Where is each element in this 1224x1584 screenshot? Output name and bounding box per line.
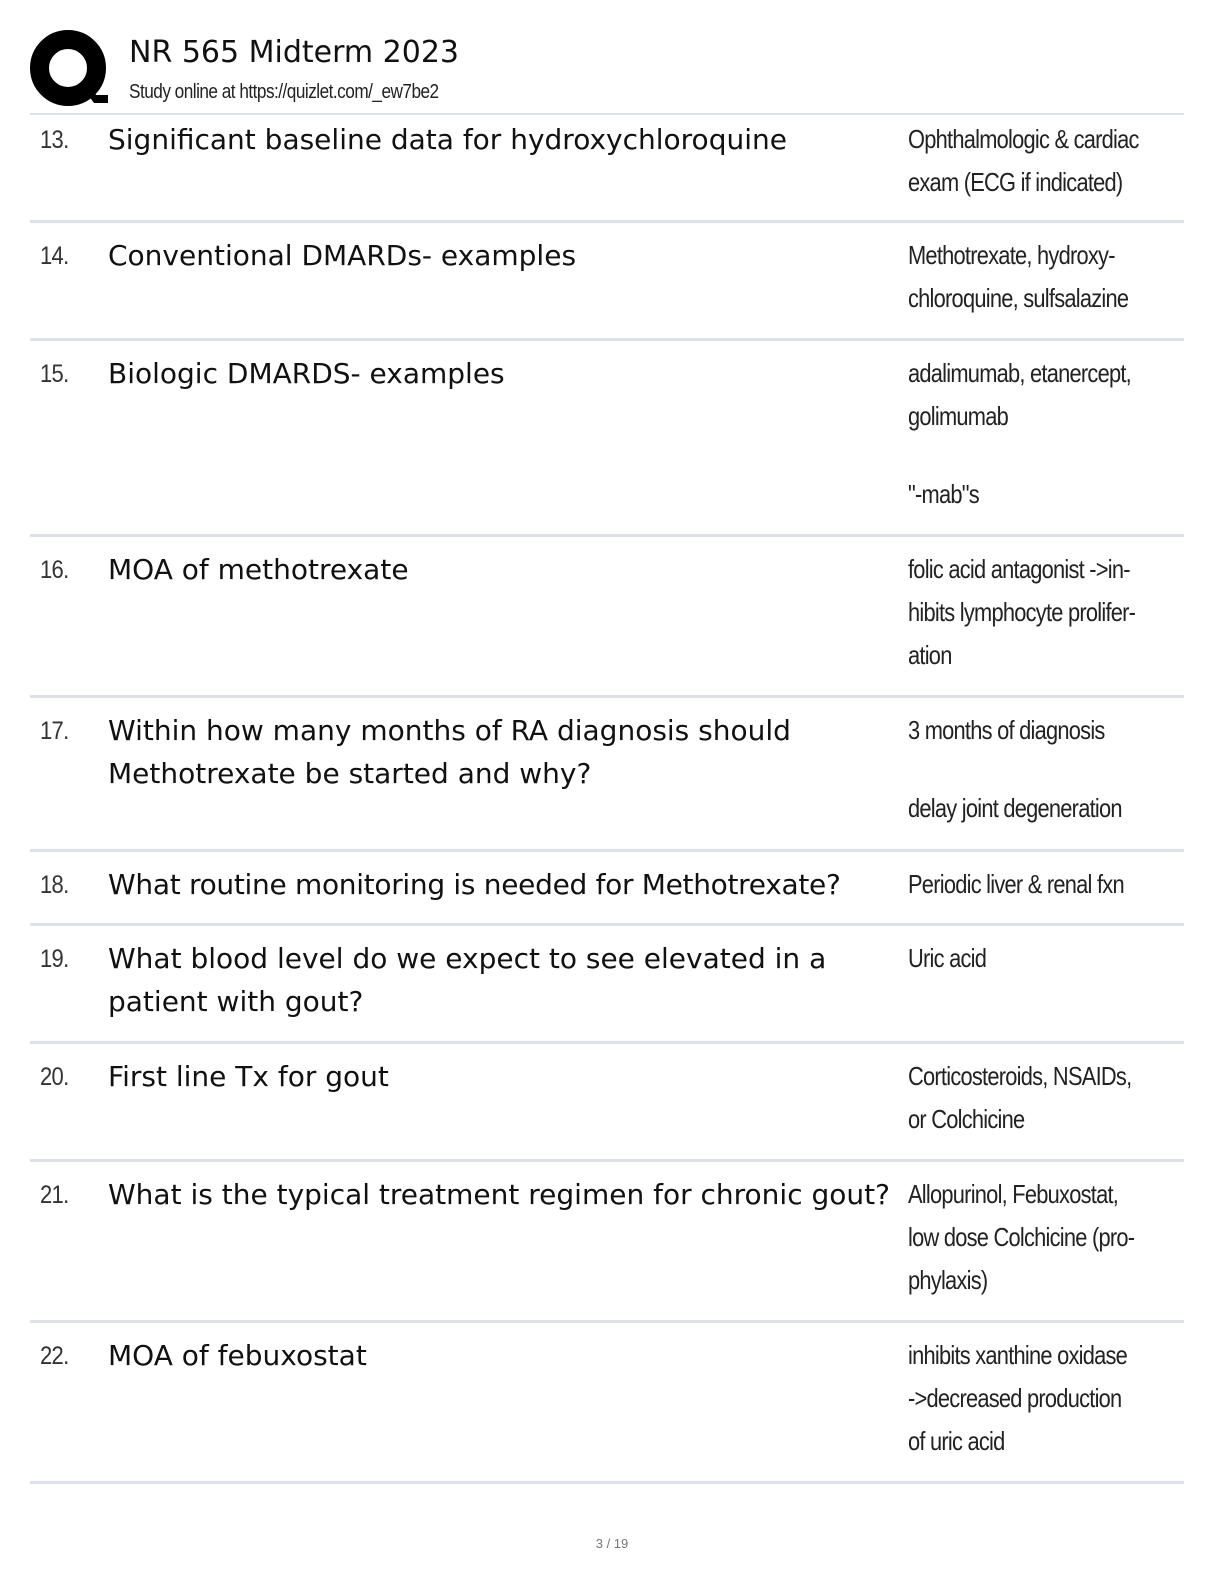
card-number: 13. — [40, 126, 69, 154]
card-term: MOA of methotrexate — [108, 553, 409, 586]
definition-line: of uric acid — [908, 1426, 1005, 1456]
card-definition — [908, 1334, 1194, 1463]
card-term: First line Tx for gout — [108, 1060, 389, 1093]
flashcard-row — [30, 698, 1184, 852]
definition-line: phylaxis) — [908, 1265, 988, 1295]
flashcard-row — [30, 1323, 1184, 1484]
card-number: 15. — [40, 360, 69, 388]
flashcard-list — [30, 113, 1184, 1484]
card-number: 19. — [40, 945, 69, 973]
card-term: Conventional DMARDs- examples — [108, 239, 577, 272]
card-definition — [908, 548, 1194, 677]
card-definition — [908, 118, 1194, 204]
card-number: 14. — [40, 242, 69, 270]
definition-line: or Colchicine — [908, 1104, 1025, 1134]
flashcard-row — [30, 341, 1184, 537]
definition-line: hibits lymphocyte prolifer- — [908, 597, 1136, 627]
definition-line: chloroquine, sulfsalazine — [908, 283, 1129, 313]
card-number: 17. — [40, 717, 69, 745]
definition-line: Methotrexate, hydroxy- — [908, 240, 1115, 270]
flashcard-row — [30, 1162, 1184, 1323]
definition-line: Allopurinol, Febuxostat, — [908, 1179, 1119, 1209]
definition-line: delay joint degeneration — [908, 793, 1122, 823]
card-term: What blood level do we expect to see elevated in a patient with gout? — [108, 942, 827, 1018]
card-number: 16. — [40, 556, 69, 584]
flashcard-row — [30, 537, 1184, 698]
card-term: MOA of febuxostat — [108, 1339, 367, 1372]
flashcard-row — [30, 1044, 1184, 1162]
quizlet-logo-icon — [30, 30, 110, 110]
card-definition — [908, 352, 1194, 516]
flashcard-row — [30, 926, 1184, 1044]
card-definition — [908, 1055, 1194, 1141]
definition-line: Uric acid — [908, 943, 987, 973]
card-definition — [908, 1173, 1194, 1302]
card-definition — [908, 863, 1194, 906]
deck-title: NR 565 Midterm 2023 — [129, 35, 460, 70]
card-number: 20. — [40, 1063, 69, 1091]
definition-line: golimumab — [908, 401, 1009, 431]
definition-gap — [908, 438, 1194, 473]
card-number: 21. — [40, 1181, 69, 1209]
definition-line: inhibits xanthine oxidase — [908, 1340, 1128, 1370]
flashcard-row — [30, 115, 1184, 223]
definition-line: ation — [908, 640, 952, 670]
definition-gap — [908, 752, 1194, 787]
definition-line: Ophthalmologic & cardiac — [908, 124, 1139, 154]
definition-line: low dose Colchicine (pro- — [908, 1222, 1135, 1252]
flashcard-row — [30, 852, 1184, 926]
flashcard-row — [30, 223, 1184, 341]
card-term: What is the typical treatment regimen for chronic gout? — [108, 1178, 890, 1211]
card-number: 18. — [40, 871, 69, 899]
card-term: Biologic DMARDS- examples — [108, 357, 505, 390]
definition-line: adalimumab, etanercept, — [908, 358, 1131, 388]
definition-line: exam (ECG if indicated) — [908, 167, 1123, 197]
card-definition — [908, 709, 1194, 830]
definition-line: folic acid antagonist ->in- — [908, 554, 1130, 584]
page-number: 3 / 19 — [595, 1536, 629, 1551]
card-term: Within how many months of RA diagnosis should Methotrexate be started and why? — [108, 714, 791, 790]
definition-line: Periodic liver & renal fxn — [908, 869, 1124, 899]
card-term: Significant baseline data for hydroxychloroquine — [108, 123, 787, 156]
definition-line: Corticosteroids, NSAIDs, — [908, 1061, 1132, 1091]
definition-line: "-mab"s — [908, 479, 979, 509]
card-definition — [908, 234, 1194, 320]
card-number: 22. — [40, 1342, 69, 1370]
definition-line: ->decreased production — [908, 1383, 1122, 1413]
definition-line: 3 months of diagnosis — [908, 715, 1105, 745]
page-header — [30, 30, 1190, 110]
card-definition — [908, 937, 1194, 980]
card-term: What routine monitoring is needed for Methotrexate? — [108, 868, 841, 901]
study-online-link[interactable]: Study online at https://quizlet.com/_ew7be2 — [129, 81, 439, 103]
